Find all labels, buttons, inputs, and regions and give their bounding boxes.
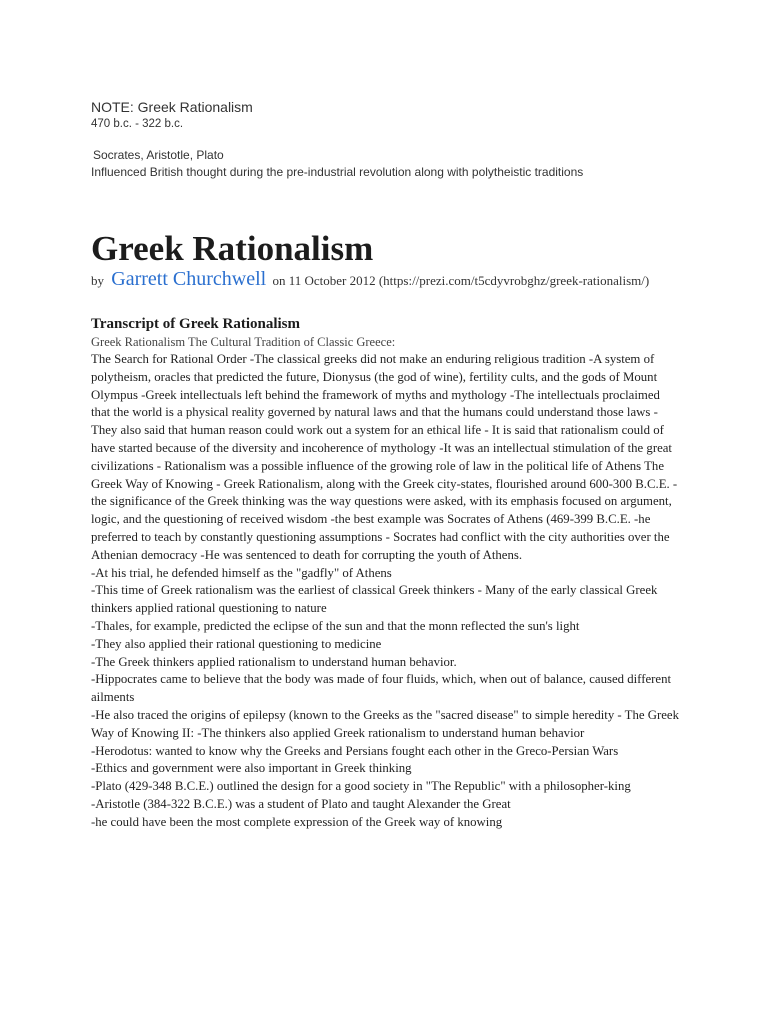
author-link[interactable]: Garrett Churchwell [111, 268, 267, 290]
byline [91, 270, 681, 290]
transcript-subtitle: Greek Rationalism The Cultural Tradition of Classic Greece: [91, 335, 396, 349]
note-title: NOTE: Greek Rationalism [91, 99, 253, 115]
transcript-heading: Transcript of Greek Rationalism [91, 316, 301, 332]
transcript-paragraph: -Herodotus: wanted to know why the Greeks and Persians fought each other in the Greco-Persian Wars [91, 743, 619, 758]
byline-by: by [91, 273, 104, 288]
transcript-paragraph: -Ethics and government were also important in Greek thinking [91, 761, 412, 776]
transcript-body [91, 351, 681, 832]
transcript-paragraph: -Hippocrates came to believe that the body was made of four fluids, which, when out of balance, caused different ailments [91, 672, 672, 705]
transcript-paragraph: -He also traced the origins of epilepsy (known to the Greeks as the "sacred disease" to simple heredity - The Greek Way of Knowing II: -The thinkers also applied Greek rationalism to understand human behavior [91, 707, 680, 740]
transcript-paragraph: -he could have been the most complete expression of the Greek way of knowing [91, 814, 503, 829]
note-people: Socrates, Aristotle, Plato [93, 148, 224, 162]
transcript-paragraph: -Thales, for example, predicted the eclipse of the sun and that the monn reflected the sun's light [91, 618, 580, 633]
transcript-paragraph: -Plato (429-348 B.C.E.) outlined the design for a good society in "The Republic" with a philosopher-king [91, 779, 631, 794]
transcript-paragraph: -The Greek thinkers applied rationalism to understand human behavior. [91, 654, 457, 669]
note-section [91, 98, 691, 180]
transcript-paragraph: -They also applied their rational questioning to medicine [91, 636, 382, 651]
transcript-paragraph: The Search for Rational Order -The classical greeks did not make an enduring religious tradition -A system of polytheism, oracles that predicted the future, Dionysus (the god of wine), fertility cults, and the gods of Mount Olympus -Greek intellectuals left behind the framework of myths and mythology -The intellectuals proclaimed that the world is a physical reality governed by natural laws and that the humans could understand those laws -They also said that human reason could work out a system for an ethical life - It is said that rationalism could of have started because of the diversity and incoherence of mythology -It was an intellectual stimulation of the great civilizations - Rationalism was a possible influence of the growing role of law in the political life of Athens The Greek Way of Knowing - Greek Rationalism, along with the Greek city-states, flourished around 600-300 B.C.E. -the significance of the Greek thinking was the way questions were asked, with its emphasis focused on argument, logic, and the questioning of received wisdom -the best example was Socrates of Athens (469-399 B.C.E. -he preferred to teach by constantly questioning assumptions - Socrates had conflict with the city authorities over the Athenian democracy -He was sentenced to death for corrupting the youth of Athens. [91, 352, 678, 562]
byline-date-source: on 11 October 2012 (https://prezi.com/t5cdyvrobghz/greek-rationalism/) [272, 273, 650, 288]
document-title: Greek Rationalism [91, 229, 374, 268]
transcript-paragraph: -Aristotle (384-322 B.C.E.) was a student of Plato and taught Alexander the Great [91, 796, 511, 811]
note-dates: 470 b.c. - 322 b.c. [91, 118, 184, 130]
note-influence: Influenced British thought during the pre-industrial revolution along with polytheistic traditions [91, 165, 584, 179]
transcript-paragraph: -This time of Greek rationalism was the earliest of classical Greek thinkers - Many of the early classical Greek thinkers applied rational questioning to nature [91, 583, 658, 616]
transcript-paragraph: -At his trial, he defended himself as the "gadfly" of Athens [91, 565, 392, 580]
